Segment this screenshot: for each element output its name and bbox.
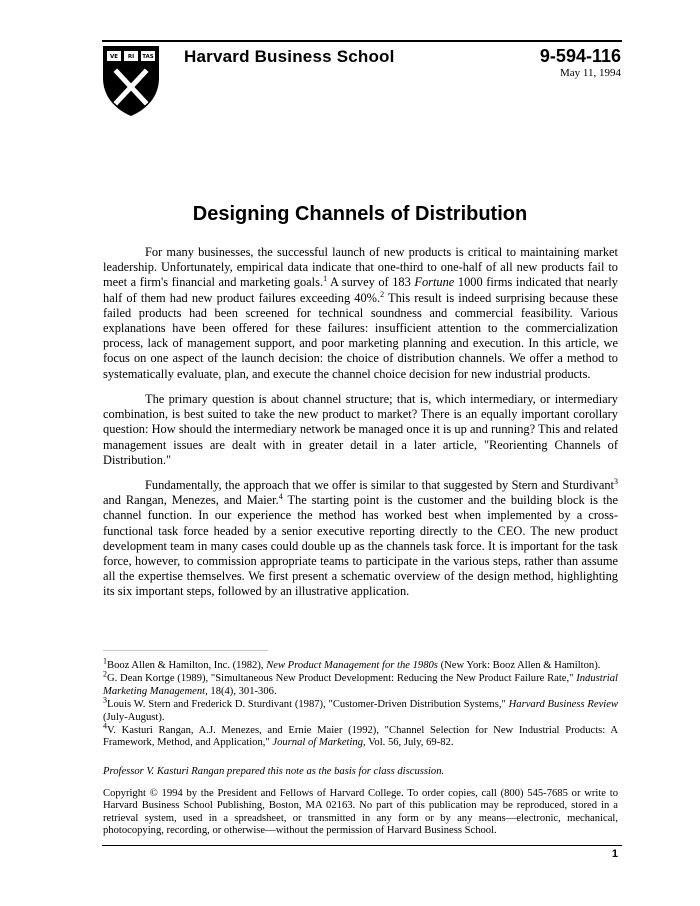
footnote-text-end: (July-August). <box>103 711 165 723</box>
header-rule <box>102 40 622 42</box>
footnote-number: 3 <box>103 695 107 705</box>
footnote-4 <box>103 721 618 750</box>
footnote-number: 2 <box>103 669 107 679</box>
footnote-text: G. Dean Kortge (1989), "Simultaneous New Product Development: Reducing the New Product Failure Rate," <box>107 673 577 685</box>
p1-text-d: This result is indeed surprising because these failed products had been screened for technical soundness and commercial feasibility. Various explanations have been offered for these failures: insufficient attention to the commercialization process, lack of management support, and poor marketing planning and execution. In this article, we focus on one aspect of the launch decision: the choice of distribution channels. We offer a method to systematically evaluate, plan, and execute the channel choice decision for new industrial products. <box>103 290 618 381</box>
page-number: 1 <box>611 848 618 860</box>
document-title: Designing Channels of Distribution <box>192 203 528 225</box>
footnote-1 <box>103 656 618 672</box>
preparation-note: Professor V. Kasturi Rangan prepared this note as the basis for class discussion. <box>103 766 445 777</box>
footnotes <box>103 656 618 751</box>
footnote-text-end: , 18(4), 301-306. <box>205 685 277 697</box>
footer-rule <box>102 845 622 846</box>
footnote-number: 1 <box>103 656 107 666</box>
paragraph-3 <box>103 478 618 600</box>
shield-letters-ve: VE <box>109 54 119 60</box>
footnote-italic: Harvard Business Review <box>508 699 618 711</box>
p1-text-a: For many businesses, the successful launch of new products is critical to maintaining market leadership. Unfortunately, empirical data indicate that one-third to one-half of all new products fail to meet a firm's financial and marketing goals. <box>103 245 618 290</box>
p2-text: The primary question is about channel structure; that is, which intermediary, or intermediary combination, is best suited to take the new product to market? There is an equally important corollary question: How should the intermediary network be managed once it is up and running? This and related management issues are dealt with in greater detail in a later article, "Reorienting Channels of Distribution." <box>103 392 618 467</box>
paragraph-2 <box>103 392 618 468</box>
p1-text-c: 1000 firms indicated that nearly half of them had new product failures exceeding 40%. <box>103 275 619 305</box>
footnote-text-end: , Vol. 56, July, 69-82. <box>363 737 454 749</box>
footnote-ref-4: 4 <box>278 492 283 502</box>
footnote-ref-2: 2 <box>380 289 385 299</box>
footnote-ref-3: 3 <box>614 476 618 486</box>
shield-letters-ri: RI <box>127 54 135 60</box>
p3-text-c: The starting point is the customer and the building block is the channel function. In our experience the method has worked best when implemented by a cross-functional task force headed by a senior executive reporting directly to the CEO. The new product development team in many cases could double up as the channels task force. It is important for the task force, however, to commission appropriate teams to participate in the various steps, rather than assume all the expertise themselves. We first present a schematic overview of the design method, highlighting its six important steps, followed by an illustrative application. <box>103 493 618 599</box>
school-name: Harvard Business School <box>184 47 395 66</box>
footnote-text-end: (New York: Booz Allen & Hamilton). <box>437 660 601 671</box>
footnote-ref-1: 1 <box>323 274 328 284</box>
footnote-italic: Journal of Marketing <box>272 737 364 749</box>
footnote-italic: New Product Management for the 1980s <box>266 660 438 671</box>
p3-text-b: and Rangan, Menezes, and Maier. <box>103 493 279 508</box>
p1-fortune: Fortune <box>414 275 455 290</box>
footnote-text: Louis W. Stern and Frederick D. Sturdivant (1987), "Customer-Driven Distribution Systems," <box>107 699 509 711</box>
p3-text-a: Fundamentally, the approach that we offer is similar to that suggested by Stern and Sturdivant <box>145 478 614 492</box>
copyright-notice: Copyright © 1994 by the President and Fellows of Harvard College. To order copies, call (800) 545-7685 or write to Harvard Business School Publishing, Boston, MA 02163. No part of this publication may be reproduced, stored in a retrieval system, used in a spreadsheet, or transmitted in any form or by any means—electronic, mechanical, photocopying, recording, or otherwise—without the permission of Harvard Business School. <box>103 788 618 837</box>
paragraph-1 <box>103 245 618 382</box>
footnote-separator <box>103 650 268 651</box>
footnote-3 <box>103 695 618 724</box>
footnote-2 <box>103 669 618 698</box>
case-date: May 11, 1994 <box>559 67 621 79</box>
shield-letters-tas: TAS <box>142 54 154 60</box>
case-number: 9-594-116 <box>539 46 621 66</box>
p1-text-b: A survey of 183 <box>327 275 415 290</box>
footnote-number: 4 <box>103 721 107 731</box>
footnote-text: Booz Allen & Hamilton, Inc. (1982), <box>107 660 267 671</box>
footnote-text: V. Kasturi Rangan, A.J. Menezes, and Ernie Maier (1992), "Channel Selection for New Industrial Products: A Framework, Method, and Application," <box>103 725 618 749</box>
footnote-italic: Industrial Marketing Management <box>103 673 618 697</box>
harvard-shield-logo <box>101 44 161 118</box>
